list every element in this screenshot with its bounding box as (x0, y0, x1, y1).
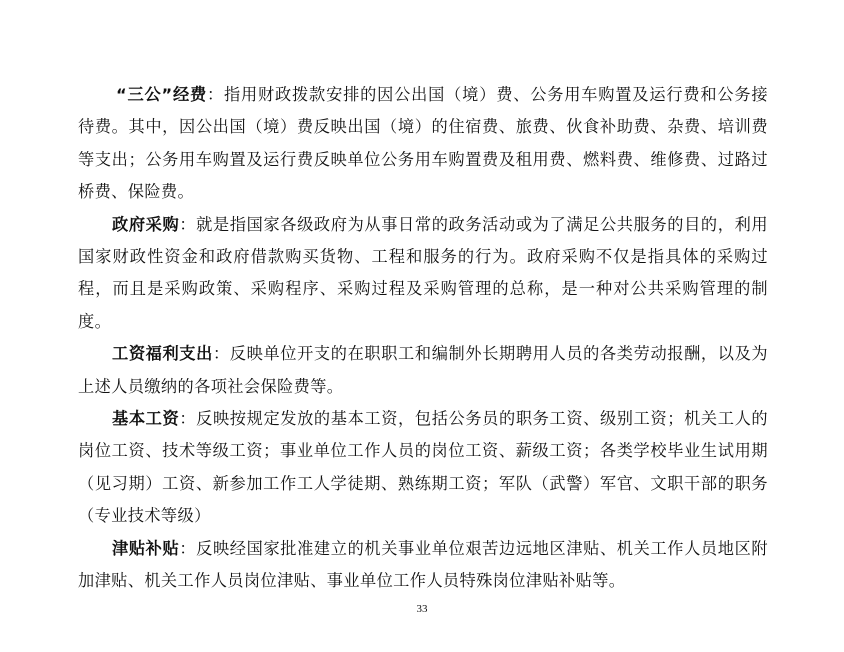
definition-government-procurement: ：就是指国家各级政府为从事日常的政务活动或为了满足公共服务的目的，利用国家财政性资金和政府借款购买货物、工程和服务的行为。政府采购不仅是指具体的采购过程，而且是采购政策、采购程序、采购过程及采购管理的总称，是一种对公共采购管理的制度。 (78, 214, 768, 331)
page-number: 33 (416, 603, 428, 615)
term-wage-welfare: 工资福利支出 (112, 344, 213, 364)
definition-allowance: ：反映经国家批准建立的机关事业单位艰苦边远地区津贴、机关工作人员地区附加津贴、机关工作人员岗位津贴、事业单位工作人员特殊岗位津贴补贴等。 (78, 538, 768, 591)
definition-basic-wage: ：反映按规定发放的基本工资，包括公务员的职务工资、级别工资；机关工人的岗位工资、技术等级工资；事业单位工作人员的岗位工资、薪级工资；各类学校毕业生试用期（见习期）工资、新参加工作工人学徒期、熟练期工资；军队（武警）军官、文职干部的职务（专业技术等级） (78, 409, 768, 526)
paragraph-government-procurement (78, 209, 768, 339)
paragraph-sangong (78, 79, 768, 209)
document-body (78, 79, 768, 598)
definition-wage-welfare: ：反映单位开支的在职职工和编制外长期聘用人员的各类劳动报酬，以及为上述人员缴纳的各项社会保险费等。 (78, 344, 768, 396)
term-allowance: 津贴补贴 (112, 538, 180, 558)
term-government-procurement: 政府采购 (112, 214, 180, 234)
paragraph-basic-wage (78, 403, 768, 533)
paragraph-wage-welfare (78, 338, 768, 403)
definition-sangong: ：指用财政拨款安排的因公出国（境）费、公务用车购置及运行费和公务接待费。其中，因公出国（境）费反映出国（境）的住宿费、旅费、伙食补助费、杂费、培训费等支出；公务用车购置及运行费反映单位公务用车购置费及租用费、燃料费、维修费、过路过桥费、保险费。 (78, 85, 768, 202)
paragraph-allowance (78, 533, 768, 598)
term-basic-wage: 基本工资 (112, 409, 180, 429)
term-sangong: “三公”经费 (116, 85, 207, 104)
